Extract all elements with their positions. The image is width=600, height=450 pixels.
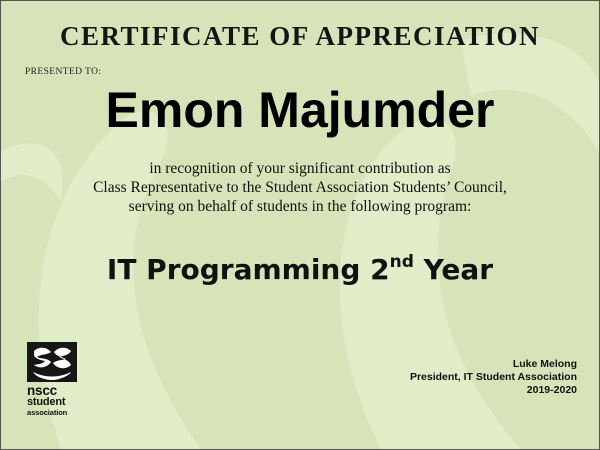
logo-line-3: association [27, 408, 68, 417]
program-name-text: IT Programming 2 [106, 253, 390, 286]
logo-line-2: student [27, 396, 66, 408]
signatory-name: Luke Melong [512, 358, 577, 370]
nscc-student-association-logo [27, 342, 77, 428]
program-name-tail: Year [413, 253, 494, 286]
signatory-term: 2019-2020 [526, 384, 577, 396]
recognition-line: serving on behalf of students in the following program: [128, 198, 472, 215]
logo-mark-icon [27, 342, 77, 382]
presented-to-label: PRESENTED TO: [25, 67, 102, 77]
recipient-name: Emon Majumder [105, 82, 495, 138]
program-ordinal-suffix: nd [389, 252, 414, 272]
recognition-text [1, 159, 599, 216]
logo-text [27, 385, 77, 417]
recognition-line: in recognition of your significant contribution as [149, 160, 451, 177]
signature-block [410, 358, 577, 397]
certificate-heading: CERTIFICATE OF APPRECIATION [59, 21, 541, 51]
logo-line-1: nscc [27, 383, 57, 398]
program-name [1, 253, 599, 286]
signatory-title: President, IT Student Association [409, 371, 577, 383]
recognition-line: Class Representative to the Student Association Students’ Council, [93, 179, 507, 196]
